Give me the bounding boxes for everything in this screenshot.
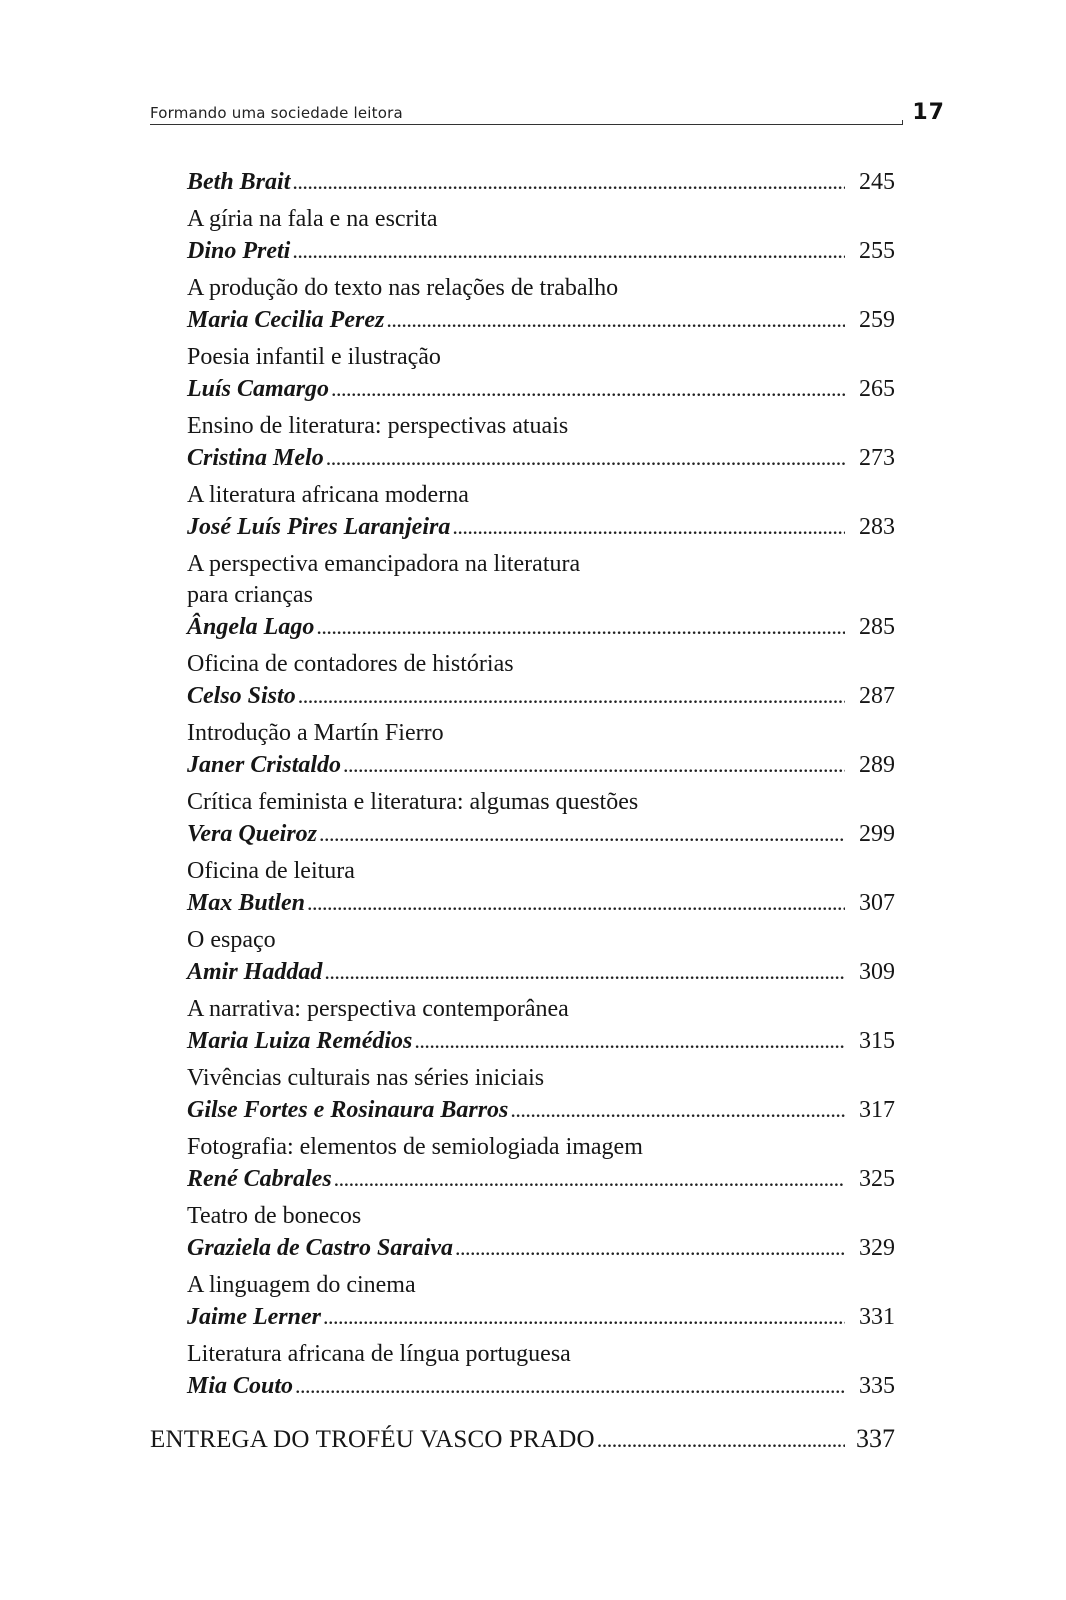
entry-page: 265 xyxy=(859,376,895,402)
toc-entry[interactable] xyxy=(187,204,895,266)
entry-title: Vivências culturais nas séries iniciais xyxy=(187,1065,545,1091)
entry-page: 315 xyxy=(859,1028,895,1054)
toc-entry[interactable] xyxy=(187,1063,895,1125)
entry-title: A literatura africana moderna xyxy=(187,482,469,508)
dot-leader xyxy=(510,1094,845,1125)
entry-author-line xyxy=(187,1163,895,1194)
entry-page: 325 xyxy=(859,1166,895,1192)
entry-page: 259 xyxy=(859,307,895,333)
entry-page: 245 xyxy=(859,169,895,195)
entry-author-line xyxy=(187,166,895,197)
entry-title: Ensino de literatura: perspectivas atuais xyxy=(187,413,569,439)
dot-leader xyxy=(324,956,845,987)
dot-leader xyxy=(326,442,845,473)
running-title: Formando uma sociedade leitora xyxy=(150,104,403,122)
entry-author-line xyxy=(187,304,895,335)
entry-author: Beth Brait xyxy=(187,169,291,195)
entry-author-line xyxy=(187,235,895,266)
entry-author-line xyxy=(187,1370,895,1401)
entry-page: 335 xyxy=(859,1373,895,1399)
entry-title: A narrativa: perspectiva contemporânea xyxy=(187,996,569,1022)
entry-author-line xyxy=(187,818,895,849)
dot-leader xyxy=(292,166,845,197)
entry-author-line xyxy=(187,511,895,542)
entry-page: 329 xyxy=(859,1235,895,1261)
entry-author: Max Butlen xyxy=(187,890,306,916)
entry-page: 285 xyxy=(859,614,895,640)
table-of-contents xyxy=(187,166,895,1408)
toc-entry[interactable] xyxy=(187,1132,895,1194)
entry-author: Janer Cristaldo xyxy=(187,752,342,778)
entry-title: A linguagem do cinema xyxy=(187,1272,416,1298)
dot-leader xyxy=(295,1370,845,1401)
entry-author-line xyxy=(187,1301,895,1332)
entry-page: 307 xyxy=(859,890,895,916)
dot-leader xyxy=(316,611,845,642)
entry-page: 273 xyxy=(859,445,895,471)
entry-page: 331 xyxy=(859,1304,895,1330)
entry-author: Mia Couto xyxy=(187,1373,294,1399)
entry-author-line xyxy=(187,956,895,987)
toc-entry[interactable] xyxy=(187,1339,895,1401)
entry-author-line xyxy=(187,1094,895,1125)
entry-title: O espaço xyxy=(187,927,276,953)
entry-page: 317 xyxy=(859,1097,895,1123)
dot-leader xyxy=(414,1025,845,1056)
dot-leader xyxy=(343,749,845,780)
entry-title: Oficina de leitura xyxy=(187,858,355,884)
toc-entry[interactable] xyxy=(187,549,895,642)
dot-leader xyxy=(307,887,845,918)
entry-title: Oficina de contadores de histórias xyxy=(187,651,514,677)
entry-title: Poesia infantil e ilustração xyxy=(187,344,441,370)
entry-author-line xyxy=(187,442,895,473)
entry-author-line xyxy=(187,611,895,642)
entry-title: A produção do texto nas relações de trabalho xyxy=(187,275,619,301)
entry-page: 299 xyxy=(859,821,895,847)
entry-page: 283 xyxy=(859,514,895,540)
entry-author: Luís Camargo xyxy=(187,376,330,402)
entry-author: Graziela de Castro Saraiva xyxy=(187,1235,454,1261)
entry-author: Celso Sisto xyxy=(187,683,296,709)
dot-leader xyxy=(323,1301,845,1332)
entry-author: Cristina Melo xyxy=(187,445,324,471)
entry-author: Dino Preti xyxy=(187,238,291,264)
dot-leader xyxy=(386,304,845,335)
header-rule xyxy=(150,124,902,125)
toc-entry[interactable] xyxy=(187,649,895,711)
entry-page: 287 xyxy=(859,683,895,709)
entry-author: José Luís Pires Laranjeira xyxy=(187,514,451,540)
entry-author: Gilse Fortes e Rosinaura Barros xyxy=(187,1097,509,1123)
entry-title: Crítica feminista e literatura: algumas questões xyxy=(187,789,639,815)
entry-title: Fotografia: elementos de semiologiada imagem xyxy=(187,1134,643,1160)
entry-author: Amir Haddad xyxy=(187,959,323,985)
toc-entry[interactable] xyxy=(187,166,895,197)
dot-leader xyxy=(597,1423,845,1457)
toc-entry[interactable] xyxy=(187,925,895,987)
toc-entry[interactable] xyxy=(187,1201,895,1263)
entry-title: A gíria na fala e na escrita xyxy=(187,206,438,232)
dot-leader xyxy=(452,511,845,542)
entry-author: Ângela Lago xyxy=(187,614,315,640)
entry-page: 289 xyxy=(859,752,895,778)
page-number: 17 xyxy=(912,100,945,125)
entry-author-line xyxy=(187,1025,895,1056)
entry-author: Maria Cecilia Perez xyxy=(187,307,385,333)
entry-title: Literatura africana de língua portuguesa xyxy=(187,1341,571,1367)
entry-author: Jaime Lerner xyxy=(187,1304,321,1330)
toc-entry[interactable] xyxy=(187,273,895,335)
toc-entry[interactable] xyxy=(187,480,895,542)
toc-section-entry[interactable] xyxy=(150,1422,895,1457)
running-header xyxy=(150,100,945,132)
dot-leader xyxy=(292,235,845,266)
entry-author-line xyxy=(187,749,895,780)
dot-leader xyxy=(334,1163,845,1194)
entry-author-line xyxy=(187,680,895,711)
header-rule-tick xyxy=(902,120,903,125)
entry-author-line xyxy=(187,1232,895,1263)
toc-entry[interactable] xyxy=(187,1270,895,1332)
toc-entry[interactable] xyxy=(187,718,895,780)
dot-leader xyxy=(455,1232,845,1263)
entry-page: 255 xyxy=(859,238,895,264)
entry-title: Teatro de bonecos xyxy=(187,1203,362,1229)
toc-entry[interactable] xyxy=(187,787,895,849)
toc-entry[interactable] xyxy=(187,994,895,1056)
dot-leader xyxy=(331,373,845,404)
entry-author-line xyxy=(187,887,895,918)
entry-title: Introdução a Martín Fierro xyxy=(187,720,444,746)
toc-entry[interactable] xyxy=(187,856,895,918)
toc-entry[interactable] xyxy=(187,342,895,404)
entry-author: Vera Queiroz xyxy=(187,821,318,847)
dot-leader xyxy=(298,680,845,711)
entry-author: Maria Luiza Remédios xyxy=(187,1028,413,1054)
entry-page: 309 xyxy=(859,959,895,985)
toc-entry[interactable] xyxy=(187,411,895,473)
entry-author: René Cabrales xyxy=(187,1166,332,1192)
entry-title: A perspectiva emancipadora na literatura xyxy=(187,551,581,577)
entry-author-line xyxy=(187,373,895,404)
section-page: 337 xyxy=(856,1424,895,1453)
entry-title: para crianças xyxy=(187,582,313,608)
section-title: ENTREGA DO TROFÉU VASCO PRADO xyxy=(150,1426,595,1453)
dot-leader xyxy=(319,818,845,849)
